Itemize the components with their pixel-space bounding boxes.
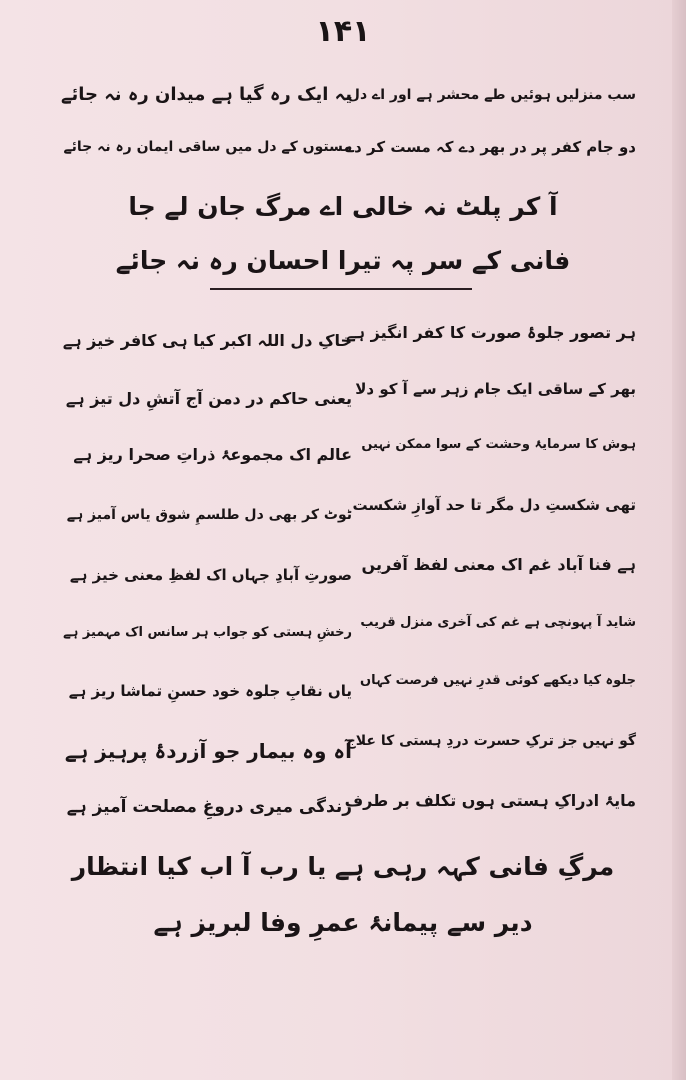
ghazal2-couplet4-right: تھی شکستِ دل مگر تا حد آوازِ شکست (352, 496, 636, 514)
ghazal1-couplet2-right: دو جام کفر پر در بھر دے کہ مست کر دے (345, 138, 636, 156)
ghazal1-couplet1-right: سب منزلیں ہوئیں طے محشر ہے اور اے دل (347, 87, 636, 103)
ghazal2-couplet8-left: آہ وہ بیمار جو آزردۂ پرہیز ہے (64, 739, 352, 763)
ghazal2-maqta-line1: مرگِ فانی کہہ رہی ہے یا رب آ اب کیا انتظار (71, 852, 615, 881)
ghazal2-couplet3-right: ہوش کا سرمایۂ وحشت کے سوا ممکن نہیں (361, 437, 636, 452)
ghazal2-couplet1-left: خاکِ دل اللہ اکبر کیا ہی کافر خیز ہے (62, 331, 352, 350)
ghazal1-maqta-line1: آ کر پلٹ نہ خالی اے مرگ جان لے جا (128, 192, 558, 221)
ghazal2-couplet5-right: ہے فنا آباد غم اک معنی لفظ آفریں (361, 555, 636, 574)
ghazal2-couplet6-left: رخشِ ہستی کو جواب ہر سانس اک مہمیز ہے (63, 625, 352, 640)
ghazal2-couplet2-left: یعنی حاکم در دمن آج آتشِ دل تیز ہے (65, 389, 352, 408)
ghazal2-couplet4-left: ٹوٹ کر بھی دل طلسمِ شوق یاس آمیز ہے (66, 507, 352, 523)
ghazal1-maqta-line2: فانی کے سر پہ تیرا احسان رہ نہ جائے (115, 246, 571, 275)
ghazal2-couplet9-right: مایۂ ادراکِ ہستی ہوں تکلف بر طرف (344, 791, 636, 810)
ghazal2-couplet5-left: صورتِ آبادِ جہاں اک لفظِ معنی خیز ہے (69, 566, 352, 584)
ghazal1-couplet2-left: مستوں کے دل میں ساقی ایمان رہ نہ جائے (63, 139, 352, 155)
ghazal2-couplet6-right: شاید آ پہونچی ہے غم کی آخری منزل قریب (360, 615, 636, 630)
page-number: ۱۴۱ (315, 14, 371, 49)
ghazal2-couplet1-right: ہر تصور جلوۂ صورت کا کفر انگیز ہے (346, 323, 636, 342)
section-divider (210, 288, 472, 290)
ghazal2-couplet2-right: بھر کے ساقی ایک جام زہر سے آ کو دلا (355, 380, 636, 398)
ghazal2-couplet9-left: زندگی میری دروغِ مصلحت آمیز ہے (66, 797, 352, 817)
ghazal2-couplet3-left: عالم اک مجموعۂ ذراتِ صحرا ریز ہے (73, 445, 352, 464)
ghazal2-couplet7-left: یاں نقابِ جلوہ خود حسنِ تماشا ریز ہے (68, 682, 352, 700)
ghazal1-couplet1-left: یہ ایک رہ گیا ہے میدان رہ نہ جائے (60, 84, 352, 105)
ghazal2-maqta-line2: دیر سے پیمانۂ عمرِ وفا لبریز ہے (153, 908, 533, 937)
ghazal2-couplet7-right: جلوہ کیا دیکھے کوئی قدرِ نہیں فرصت کہاں (359, 673, 636, 688)
ghazal2-couplet8-right: گو نہیں جز ترکِ حسرت دردِ ہستی کا علاج (345, 733, 636, 749)
